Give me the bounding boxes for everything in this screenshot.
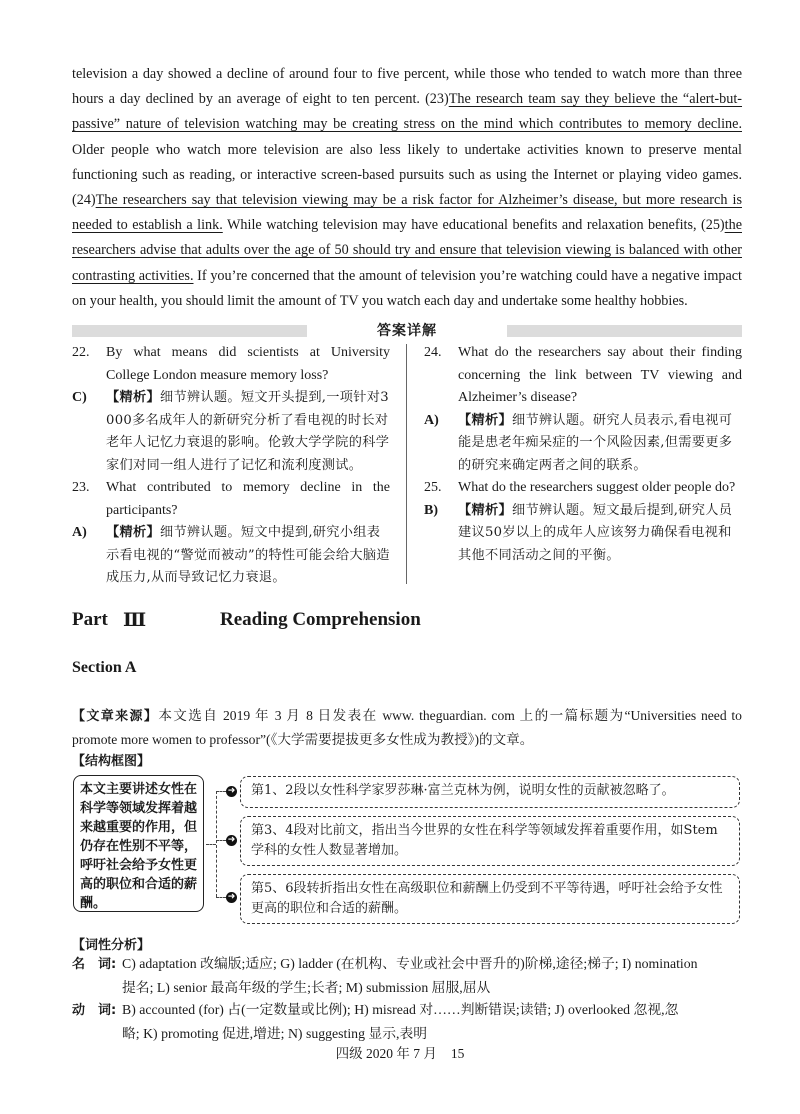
analysis-tag: 【精析】	[106, 390, 160, 405]
pos-verbs-line2: 略; K) promoting 促进,增进; N) suggesting 显示,表明	[122, 1026, 428, 1041]
analysis-tag: 【精析】	[458, 502, 512, 518]
passage-text: television a day showed a decline of around four to five percent, while those who tended to watch more than three hours a day declined by an average of eight to ten percent. (23)	[72, 66, 742, 108]
section-title: Section A	[72, 659, 137, 676]
pos-verbs	[72, 998, 742, 1045]
structure-paragraph-box-1: 第1、2段以女性科学家罗莎琳·富兰克林为例，说明女性的贡献被忽略了。	[240, 776, 740, 808]
arrow-right-icon: ➜	[227, 786, 236, 796]
passage-text: If you’re concerned that the amount of television you’re watching could have a negative impact on your health, you should limit the amount of TV you watch each day and undertake some healthy hobbies.	[72, 267, 743, 309]
question-text: What do the researchers say about their finding concerning the link between TV viewing and Alzheimer’s disease?	[458, 345, 742, 405]
answers-left-column	[72, 342, 390, 590]
answers-right-column	[424, 342, 742, 567]
question-text: By what means did scientists at University College London measure memory loss?	[106, 345, 390, 383]
question-22	[72, 342, 390, 387]
arrow-right-icon: ➜	[227, 835, 236, 845]
analysis-tag: 【精析】	[458, 412, 512, 428]
underlined-answer-25: the researchers advise that adults over the age of 50 should try and ensure that television viewing is balanced with other contrasting activities.	[72, 217, 742, 284]
question-25	[424, 477, 742, 500]
analysis-text: 细节辨认题。短文开头提到,一项针对3 000多名成年人的新研究分析了看电视的时长对老年人记忆力衰退的影响。伦敦大学学院的科学家们对同一组人进行了记忆和流利度测试。	[106, 390, 390, 473]
connector-line	[216, 840, 226, 841]
connector-line-vertical	[216, 791, 217, 897]
footer-text: 四级 2020 年 7 月	[335, 1046, 437, 1061]
answers-header	[72, 322, 742, 340]
pos-verbs-line1: B) accounted (for) 占(一定数量或比例); H) misread 对……判断错误;读错; J) overlooked 忽视,忽	[122, 1002, 679, 1017]
column-divider	[406, 344, 407, 584]
question-23	[72, 477, 390, 522]
structure-paragraph-box-2: 第3、4段对比前文，指出当今世界的女性在科学等领域发挥着重要作用，如Stem学科的女性人数显著增加。	[240, 816, 740, 866]
question-number: 22.	[72, 345, 90, 360]
pos-key-nouns: 名 词:	[72, 957, 117, 972]
page-footer	[0, 1042, 800, 1062]
pos-nouns-line1: C) adaptation 改编版;适应; G) ladder (在机构、专业或社会中晋升的)阶梯,途径;梯子; I) nomination	[122, 956, 698, 971]
source-label: 【文章来源】	[72, 709, 159, 724]
analysis-text: 细节辨认题。研究人员表示,看电视可能是患老年痴呆症的一个风险因素,但需要更多的研究来确定两者之间的联系。	[458, 412, 733, 473]
pos-analysis-label: 【词性分析】	[72, 938, 151, 953]
analysis-tag: 【精析】	[106, 525, 160, 540]
structure-label: 【结构框图】	[72, 754, 151, 769]
answers-columns	[72, 342, 742, 587]
structure-summary-box: 本文主要讲述女性在科学等领域发挥着越来越重要的作用，但仍存在性别不平等，呼吁社会给予女性更高的职位和合适的薪酬。	[73, 775, 204, 912]
answers-title: 答案详解	[377, 323, 437, 339]
pos-nouns	[72, 952, 742, 999]
part-label: Part	[72, 609, 108, 630]
connector-line	[216, 897, 226, 898]
question-number: 24.	[424, 345, 442, 360]
article-source	[72, 704, 742, 751]
question-number: 23.	[72, 480, 90, 495]
passage-text: While watching television may have educational benefits and relaxation benefits, (25)	[222, 217, 725, 234]
answer-25	[424, 500, 742, 568]
question-24	[424, 342, 742, 410]
answer-22	[72, 387, 390, 477]
passage-text: Older people who watch more television are also less likely to undertake activities known to preserve mental functioning such as reading, or interactive screen-based pursuits such as using the Internet or playing video games. (24)	[72, 141, 742, 209]
answer-key: A)	[424, 412, 439, 428]
underlined-answer-24: The researchers say that television viewing may be a risk factor for Alzheimer’s disease, but more research is needed to establish a link.	[72, 192, 742, 234]
answer-23	[72, 522, 390, 590]
underlined-answer-23: The research team say they believe the “alert-but-passive” nature of television watching may be creating stress on the mind which contributes to memory decline.	[72, 91, 743, 133]
answer-key: A)	[72, 525, 87, 540]
pos-nouns-line2: 提名; L) senior 最高年级的学生;长者; M) submission 屈服,屈从	[122, 980, 491, 995]
question-text: What contributed to memory decline in the participants?	[106, 480, 390, 518]
passage-paragraph	[72, 62, 742, 314]
question-number: 25.	[424, 480, 442, 495]
part-name: Reading Comprehension	[220, 609, 421, 630]
analysis-text: 细节辨认题。短文最后提到,研究人员建议50岁以上的成年人应该努力确保看电视和其他不同活动之间的平衡。	[458, 502, 733, 563]
arrow-right-icon: ➜	[227, 892, 236, 902]
question-text: What do the researchers suggest older people do?	[458, 480, 736, 495]
analysis-text: 细节辨认题。短文中提到,研究小组表示看电视的“警觉而被动”的特性可能会给大脑造成压力,从而导致记忆力衰退。	[106, 525, 390, 585]
source-text: 本文选自 2019 年 3 月 8 日发表在 www. theguardian. com 上的一篇标题为“Universities need to promote more women to professor”(《大学需要提拔更多女性成为教授》)的文章。	[72, 708, 742, 747]
answer-key: B)	[424, 502, 438, 518]
page-number: 15	[450, 1046, 465, 1061]
part-numeral: Ⅲ	[123, 610, 147, 631]
connector-line	[216, 791, 226, 792]
passage-container	[72, 62, 742, 314]
structure-paragraph-box-3: 第5、6段转折指出女性在高级职位和薪酬上仍受到不平等待遇，呼吁社会给予女性更高的职位和合适的薪酬。	[240, 874, 740, 924]
pos-key-verbs: 动 词:	[72, 1003, 117, 1018]
connector-line	[206, 844, 216, 845]
answer-key: C)	[72, 390, 87, 405]
answer-24	[424, 410, 742, 478]
